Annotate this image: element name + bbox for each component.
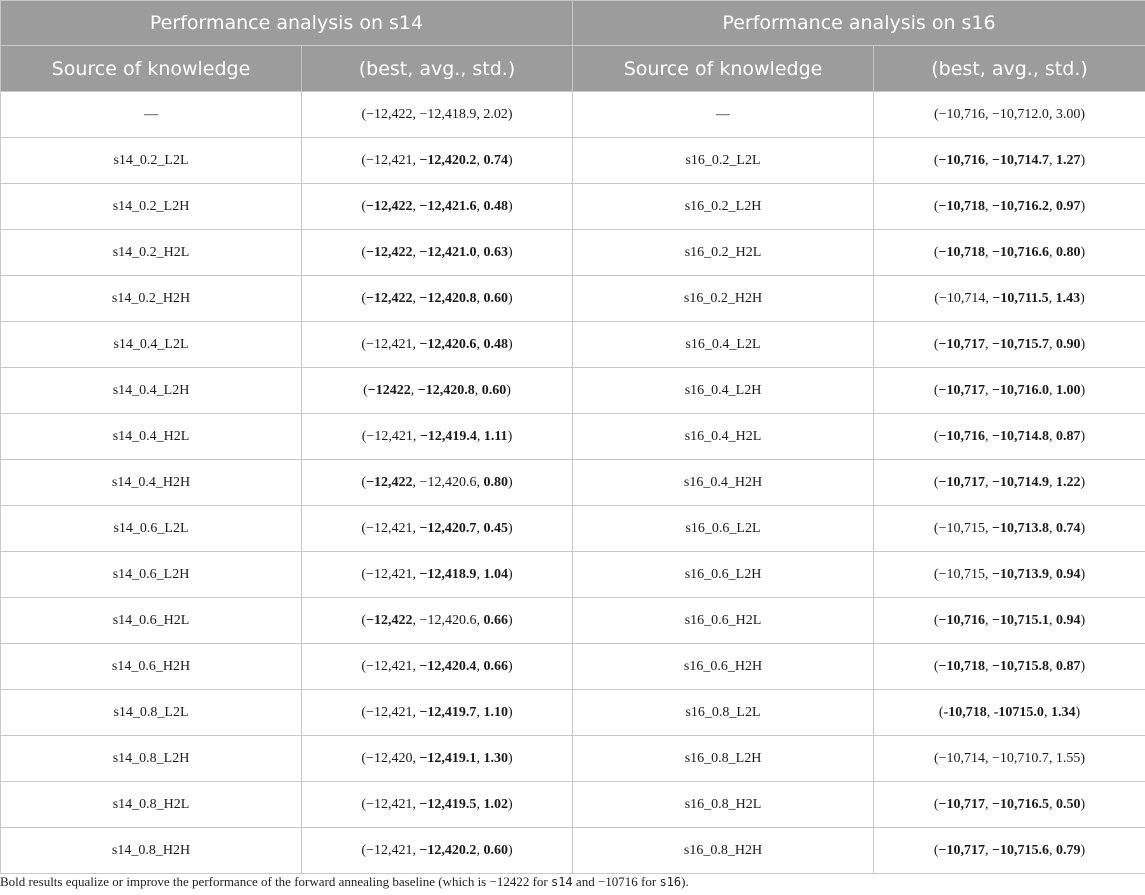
bold-value: −10,718: [938, 198, 986, 214]
value-text: (−12,420,: [361, 750, 420, 766]
bold-value: −10,714.8: [992, 428, 1049, 444]
s16-source-cell: s16_0.6_L2H: [573, 552, 874, 598]
s14-source-cell: s14_0.8_H2L: [1, 782, 302, 828]
value-text: ,: [410, 382, 418, 398]
s14-source-cell: s14_0.2_H2L: [1, 230, 302, 276]
value-text: (: [933, 152, 939, 168]
value-text: (: [938, 704, 944, 720]
s16-source-cell: s16_0.8_H2L: [573, 782, 874, 828]
value-text: ): [507, 198, 513, 214]
value-text: ,: [985, 658, 993, 674]
value-text: ,: [1048, 566, 1056, 582]
bold-value: −12,420.4: [419, 658, 477, 674]
value-text: ,: [412, 244, 420, 260]
s14-source-cell: s14_0.2_L2H: [1, 184, 302, 230]
value-text: ): [1080, 796, 1086, 812]
s14-result-cell: [302, 460, 573, 506]
s16-result-cell: [874, 552, 1145, 598]
s14-result-cell: [302, 828, 573, 874]
value-text: (: [933, 428, 939, 444]
bold-value: 0.63: [483, 244, 508, 260]
s16-result-cell: [874, 690, 1145, 736]
s16-result-cell: [874, 276, 1145, 322]
value-text: (−10,716, −10,712.0, 3.00): [933, 106, 1086, 122]
bold-value: −10,718: [938, 244, 986, 260]
value-text: ,: [476, 658, 484, 674]
value-text: (: [933, 474, 939, 490]
bold-value: 1.27: [1056, 152, 1081, 168]
bold-value: −10,717: [938, 474, 986, 490]
value-text: ,: [1048, 520, 1056, 536]
group-header-row: [1, 1, 1145, 46]
value-text: (: [361, 290, 367, 306]
value-text: (−12,421,: [361, 428, 420, 444]
value-text: (: [933, 336, 939, 352]
value-text: ): [1080, 336, 1086, 352]
value-text: ): [1080, 152, 1086, 168]
value-text: (: [363, 382, 368, 398]
s16-result-cell: [874, 92, 1145, 138]
bold-value: 0.94: [1056, 612, 1081, 628]
value-text: ,: [1049, 474, 1056, 490]
value-text: ): [507, 336, 513, 352]
s14-source-cell: s14_0.6_L2L: [1, 506, 302, 552]
value-text: ,: [1049, 244, 1056, 260]
bold-value: −10,715.1: [992, 612, 1049, 628]
bold-value: 0.66: [483, 658, 508, 674]
value-text: ,: [1049, 612, 1056, 628]
table-row: [1, 598, 1145, 644]
bold-value: −12,420.8: [419, 290, 477, 306]
s16-source-cell: s16_0.4_H2H: [573, 460, 874, 506]
bold-value: −10,714.9: [992, 474, 1049, 490]
bold-value: −12,421.6: [419, 198, 477, 214]
footnote-code-s14: s14: [550, 875, 573, 889]
group-header-s16: Performance analysis on s16: [573, 1, 1145, 46]
value-text: ,: [412, 198, 420, 214]
s14-source-cell: s14_0.4_H2L: [1, 414, 302, 460]
s14-result-cell: [302, 690, 573, 736]
footnote-text-2: and −10716 for: [572, 874, 660, 889]
s16-result-cell: [874, 460, 1145, 506]
bold-value: −10,716.0: [992, 382, 1049, 398]
value-text: ,: [476, 290, 484, 306]
bold-value: −12,419.7: [419, 704, 477, 720]
value-text: ): [507, 474, 513, 490]
s14-result-cell: [302, 598, 573, 644]
bold-value: −12,419.4: [419, 428, 477, 444]
value-text: , −12,420.6,: [412, 612, 484, 628]
bold-value: 0.48: [483, 198, 508, 214]
table-row: [1, 460, 1145, 506]
s14-source-cell: s14_0.8_H2H: [1, 828, 302, 874]
value-text: ,: [985, 842, 993, 858]
value-text: ): [507, 612, 513, 628]
s16-source-cell: s16_0.2_L2L: [573, 138, 874, 184]
s16-result-cell: [874, 598, 1145, 644]
s14-result-cell: [302, 782, 573, 828]
table-row: [1, 828, 1145, 874]
value-text: ): [507, 520, 513, 536]
s14-source-cell: s14_0.6_H2L: [1, 598, 302, 644]
table-row: [1, 736, 1145, 782]
bold-value: 0.66: [483, 612, 508, 628]
bold-value: −10,715.6: [992, 842, 1049, 858]
value-text: ,: [412, 290, 420, 306]
value-text: ): [1080, 428, 1086, 444]
value-text: ,: [1048, 290, 1056, 306]
bold-value: -10715.0: [993, 704, 1044, 720]
bold-value: 0.74: [483, 152, 508, 168]
bold-value: −12422: [367, 382, 411, 398]
bold-value: 0.60: [483, 290, 508, 306]
value-text: ,: [1043, 704, 1051, 720]
value-text: ,: [1049, 382, 1056, 398]
value-text: (−12,421,: [361, 520, 420, 536]
value-text: (: [933, 198, 939, 214]
value-text: (−12,421,: [361, 152, 420, 168]
bold-value: −10,716: [938, 152, 986, 168]
table-row: [1, 690, 1145, 736]
column-header-row: [1, 46, 1145, 92]
value-text: ): [1080, 474, 1086, 490]
value-text: (−10,714, −10,710.7, 1.55): [933, 750, 1086, 766]
value-text: ,: [476, 704, 484, 720]
s16-source-cell: s16_0.8_L2H: [573, 736, 874, 782]
bold-value: 0.50: [1056, 796, 1081, 812]
bold-value: −12,420.6: [419, 336, 477, 352]
s14-source-cell: s14_0.6_H2H: [1, 644, 302, 690]
s14-result-cell: [302, 506, 573, 552]
value-text: ): [1080, 566, 1086, 582]
table-row: [1, 276, 1145, 322]
s14-source-cell: s14_0.2_H2H: [1, 276, 302, 322]
value-text: ): [1080, 612, 1086, 628]
table-body: [1, 92, 1145, 874]
value-text: ,: [986, 704, 994, 720]
value-text: ,: [1049, 428, 1056, 444]
value-text: ,: [985, 474, 993, 490]
s14-result-cell: [302, 414, 573, 460]
value-text: ): [507, 244, 513, 260]
bold-value: 1.00: [1056, 382, 1081, 398]
bold-value: 0.87: [1056, 428, 1081, 444]
s16-source-cell: s16_0.8_H2H: [573, 828, 874, 874]
bold-value: −12,419.5: [419, 796, 477, 812]
bold-value: −12,421.0: [419, 244, 477, 260]
s14-source-cell: s14_0.6_L2H: [1, 552, 302, 598]
value-text: (: [361, 612, 367, 628]
bold-value: −10,717: [938, 796, 986, 812]
s14-result-cell: [302, 276, 573, 322]
s14-source-cell: s14_0.2_L2L: [1, 138, 302, 184]
bold-value: −10,717: [938, 382, 986, 398]
value-text: ,: [476, 428, 484, 444]
bold-value: −12,422: [366, 474, 413, 490]
s14-result-cell: [302, 736, 573, 782]
value-text: ,: [985, 152, 993, 168]
table-row: [1, 184, 1145, 230]
value-text: ,: [985, 198, 993, 214]
bold-value: 1.04: [483, 566, 508, 582]
table-row: [1, 138, 1145, 184]
s14-result-cell: [302, 184, 573, 230]
bold-value: 1.02: [483, 796, 508, 812]
bold-value: −10,717: [938, 842, 986, 858]
s16-result-cell: [874, 138, 1145, 184]
value-text: ,: [476, 842, 484, 858]
group-header-s14: Performance analysis on s14: [1, 1, 573, 46]
bold-value: 0.48: [483, 336, 508, 352]
bold-value: −10,718: [938, 658, 986, 674]
s14-result-cell: [302, 644, 573, 690]
value-text: ): [1080, 382, 1086, 398]
s16-source-cell: s16_0.6_H2H: [573, 644, 874, 690]
bold-value: −10,715.8: [992, 658, 1049, 674]
table-row: [1, 644, 1145, 690]
value-text: (−10,715,: [933, 520, 992, 536]
s14-result-cell: [302, 368, 573, 414]
s14-source-cell: s14_0.4_L2L: [1, 322, 302, 368]
s14-source-cell: s14_0.4_L2H: [1, 368, 302, 414]
bold-value: −10,714.7: [992, 152, 1049, 168]
s14-source-cell: s14_0.8_L2L: [1, 690, 302, 736]
value-text: ,: [1049, 796, 1056, 812]
bold-value: −12,420.8: [417, 382, 475, 398]
value-text: (: [933, 842, 939, 858]
value-text: (: [933, 382, 939, 398]
bold-value: -10,718: [943, 704, 987, 720]
bold-value: 0.45: [483, 520, 508, 536]
bold-value: −10,716.2: [992, 198, 1049, 214]
value-text: ,: [476, 750, 484, 766]
bold-value: −10,715.7: [992, 336, 1049, 352]
s16-result-cell: [874, 414, 1145, 460]
column-header-s14-source: Source of knowledge: [1, 46, 302, 92]
table-footnote: [0, 874, 689, 890]
bold-value: −12,422: [366, 612, 413, 628]
bold-value: 0.97: [1056, 198, 1081, 214]
value-text: ): [1080, 198, 1086, 214]
bold-value: 1.11: [483, 428, 508, 444]
bold-value: −10,716.6: [992, 244, 1049, 260]
value-text: ,: [1049, 336, 1056, 352]
value-text: ,: [1049, 842, 1056, 858]
column-header-s16-source: Source of knowledge: [573, 46, 874, 92]
s14-result-cell: [302, 92, 573, 138]
s16-result-cell: [874, 322, 1145, 368]
value-text: ,: [476, 336, 484, 352]
value-text: (: [361, 244, 367, 260]
table-row: [1, 322, 1145, 368]
value-text: (−12,422, −12,418.9, 2.02): [361, 106, 513, 122]
value-text: ): [507, 796, 513, 812]
value-text: (: [361, 474, 367, 490]
bold-value: −12,422: [366, 198, 413, 214]
bold-value: 0.87: [1056, 658, 1081, 674]
bold-value: −10,716: [938, 428, 986, 444]
value-text: ,: [1049, 152, 1056, 168]
table-row: [1, 782, 1145, 828]
value-text: ,: [476, 198, 484, 214]
value-text: ): [507, 152, 513, 168]
bold-value: −12,418.9: [419, 566, 477, 582]
bold-value: 0.79: [1056, 842, 1081, 858]
s16-result-cell: [874, 368, 1145, 414]
s16-source-cell: s16_0.2_L2H: [573, 184, 874, 230]
value-text: (−10,715,: [933, 566, 992, 582]
value-text: (: [933, 244, 939, 260]
value-text: ,: [476, 244, 484, 260]
bold-value: −10,716.5: [992, 796, 1049, 812]
bold-value: 0.74: [1055, 520, 1081, 536]
s14-result-cell: [302, 322, 573, 368]
value-text: ,: [985, 336, 993, 352]
s16-result-cell: [874, 736, 1145, 782]
s14-result-cell: [302, 230, 573, 276]
table-row: [1, 368, 1145, 414]
value-text: ): [507, 658, 513, 674]
footnote-code-s16: s16: [659, 875, 682, 889]
s16-result-cell: [874, 828, 1145, 874]
value-text: ): [507, 704, 513, 720]
bold-value: −12,420.2: [419, 152, 477, 168]
column-header-s14-result: (best, avg., std.): [302, 46, 573, 92]
value-text: ): [506, 382, 511, 398]
bold-value: 0.94: [1055, 566, 1081, 582]
value-text: (: [361, 198, 367, 214]
s16-result-cell: [874, 230, 1145, 276]
s16-source-cell: s16_0.2_H2H: [573, 276, 874, 322]
bold-value: −12,420.7: [419, 520, 477, 536]
s16-source-cell: —: [573, 92, 874, 138]
value-text: ): [507, 842, 513, 858]
bold-value: −10,711.5: [992, 290, 1049, 306]
bold-value: −10,713.8: [991, 520, 1049, 536]
value-text: ,: [1049, 198, 1056, 214]
bold-value: 0.80: [483, 474, 508, 490]
value-text: ): [507, 750, 513, 766]
s16-source-cell: s16_0.6_H2L: [573, 598, 874, 644]
value-text: ): [1080, 520, 1086, 536]
bold-value: −10,717: [938, 336, 986, 352]
s14-source-cell: —: [1, 92, 302, 138]
value-text: ,: [985, 428, 993, 444]
s16-result-cell: [874, 782, 1145, 828]
value-text: ): [1080, 842, 1086, 858]
value-text: (: [933, 612, 939, 628]
bold-value: 1.22: [1056, 474, 1081, 490]
bold-value: 0.60: [483, 842, 508, 858]
s16-source-cell: s16_0.4_L2L: [573, 322, 874, 368]
bold-value: 1.30: [483, 750, 508, 766]
s16-source-cell: s16_0.8_L2L: [573, 690, 874, 736]
value-text: ,: [985, 796, 993, 812]
bold-value: −12,419.1: [419, 750, 477, 766]
bold-value: 1.10: [483, 704, 508, 720]
value-text: (−10,714,: [934, 290, 993, 306]
value-text: ,: [985, 382, 993, 398]
s16-source-cell: s16_0.4_L2H: [573, 368, 874, 414]
value-text: (: [933, 796, 939, 812]
table-row: [1, 230, 1145, 276]
value-text: ,: [476, 566, 484, 582]
bold-value: −10,713.9: [991, 566, 1049, 582]
value-text: , −12,420.6,: [412, 474, 484, 490]
value-text: (−12,421,: [361, 658, 420, 674]
bold-value: −10,716: [938, 612, 986, 628]
s16-result-cell: [874, 644, 1145, 690]
bold-value: 0.80: [1056, 244, 1081, 260]
value-text: (−12,421,: [361, 336, 420, 352]
value-text: ): [507, 428, 513, 444]
value-text: (−12,421,: [361, 796, 420, 812]
s14-source-cell: s14_0.8_L2H: [1, 736, 302, 782]
s16-result-cell: [874, 506, 1145, 552]
column-header-s16-result: (best, avg., std.): [874, 46, 1145, 92]
s14-source-cell: s14_0.4_H2H: [1, 460, 302, 506]
table-row: [1, 92, 1145, 138]
value-text: ,: [1049, 658, 1056, 674]
value-text: (−12,421,: [361, 704, 420, 720]
bold-value: −12,422: [366, 244, 413, 260]
value-text: ,: [476, 520, 484, 536]
s16-result-cell: [874, 184, 1145, 230]
table-row: [1, 552, 1145, 598]
value-text: ): [1080, 290, 1085, 306]
table-row: [1, 414, 1145, 460]
footnote-text-3: ).: [681, 874, 689, 889]
s14-result-cell: [302, 552, 573, 598]
s16-source-cell: s16_0.2_H2L: [573, 230, 874, 276]
value-text: ): [1075, 704, 1081, 720]
value-text: ,: [985, 244, 993, 260]
s16-source-cell: s16_0.4_H2L: [573, 414, 874, 460]
value-text: ): [507, 290, 513, 306]
value-text: ,: [476, 796, 484, 812]
footnote-text-1: Bold results equalize or improve the performance of the forward annealing baseline (which is −12422 for: [0, 874, 551, 889]
s16-source-cell: s16_0.6_L2L: [573, 506, 874, 552]
bold-value: −12,420.2: [419, 842, 477, 858]
value-text: ,: [985, 612, 993, 628]
value-text: (−12,421,: [361, 566, 420, 582]
s14-result-cell: [302, 138, 573, 184]
value-text: ): [1080, 244, 1086, 260]
bold-value: 0.90: [1056, 336, 1081, 352]
bold-value: −12,422: [366, 290, 413, 306]
value-text: ,: [474, 382, 482, 398]
bold-value: 0.60: [481, 382, 507, 398]
value-text: (−12,421,: [361, 842, 420, 858]
value-text: ): [1080, 658, 1086, 674]
table-row: [1, 506, 1145, 552]
bold-value: 1.34: [1050, 704, 1076, 720]
value-text: ,: [476, 152, 484, 168]
value-text: (: [933, 658, 939, 674]
value-text: ): [507, 566, 513, 582]
bold-value: 1.43: [1055, 290, 1081, 306]
